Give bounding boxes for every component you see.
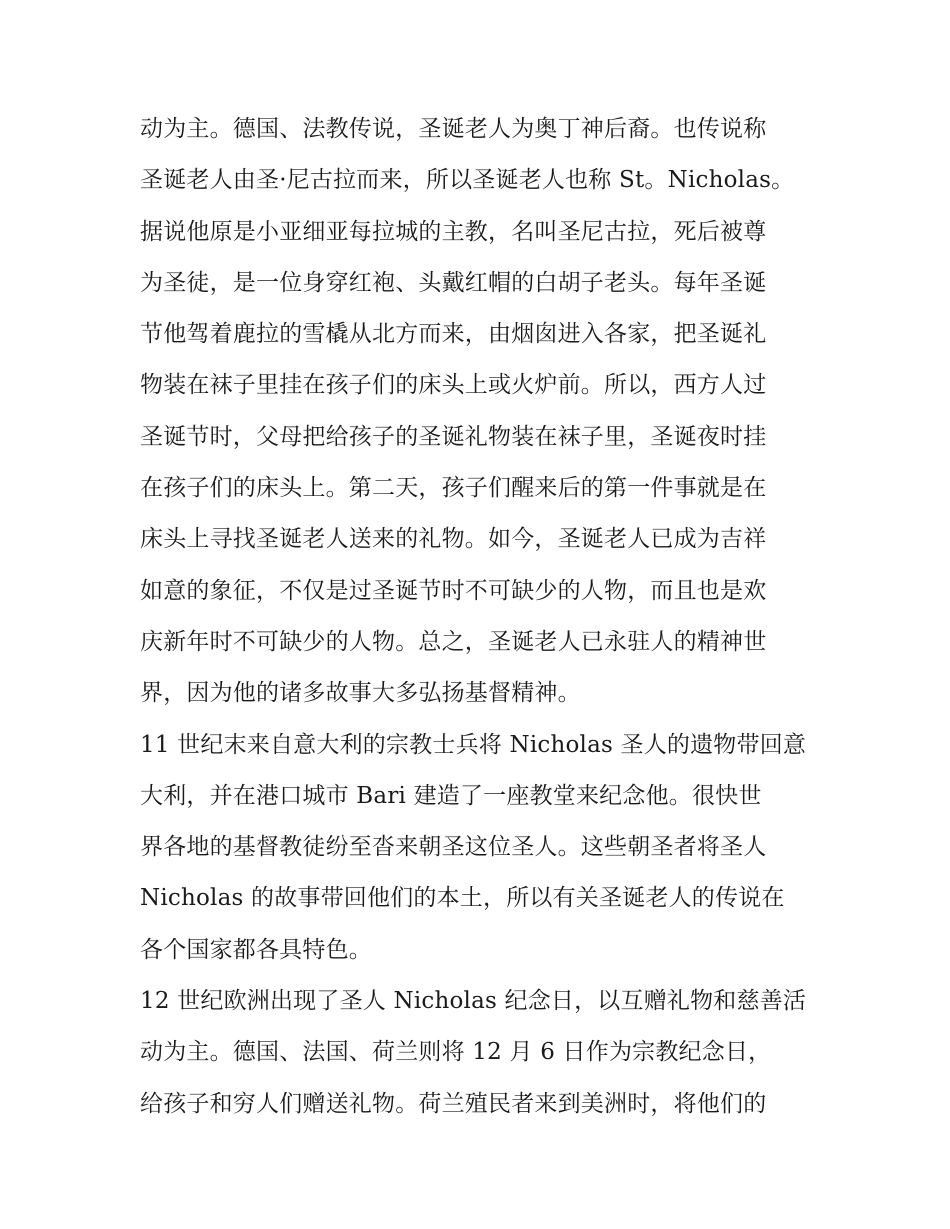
text-line: 11 世纪末来自意大利的宗教士兵将 Nicholas 圣人的遗物带回意 bbox=[140, 731, 807, 758]
text-line: 节他驾着鹿拉的雪橇从北方而来，由烟囱进入各家，把圣诞礼 bbox=[140, 321, 767, 348]
paragraph-11th-century bbox=[140, 720, 820, 976]
text-line: 为圣徒，是一位身穿红袍、头戴红帽的白胡子老头。每年圣诞 bbox=[140, 269, 767, 296]
text-line: 动为主。德国、法国、荷兰则将 12 月 6 日作为宗教纪念日， bbox=[140, 1039, 772, 1066]
text-line: 如意的象征，不仅是过圣诞节时不可缺少的人物，而且也是欢 bbox=[140, 577, 767, 604]
text-line: 动为主。德国、法教传说，圣诞老人为奥丁神后裔。也传说称 bbox=[140, 116, 767, 142]
text-line: 据说他原是小亚细亚每拉城的主教，名叫圣尼古拉，死后被尊 bbox=[140, 218, 767, 245]
text-line: 庆新年时不可缺少的人物。总之，圣诞老人已永驻人的精神世 bbox=[140, 628, 767, 655]
text-line: 床头上寻找圣诞老人送来的礼物。如今，圣诞老人已成为吉祥 bbox=[140, 526, 767, 553]
text-line: 大利，并在港口城市 Bari 建造了一座教堂来纪念他。很快世 bbox=[140, 782, 762, 809]
text-line: 在孩子们的床头上。第二天，孩子们醒来后的第一件事就是在 bbox=[140, 475, 767, 502]
text-line: 界各地的基督教徒纷至沓来朝圣这位圣人。这些朝圣者将圣人 bbox=[140, 834, 767, 861]
text-line: 物装在袜子里挂在孩子们的床头上或火炉前。所以，西方人过 bbox=[140, 372, 767, 399]
text-line: 圣诞节时，父母把给孩子的圣诞礼物装在袜子里，圣诞夜时挂 bbox=[140, 423, 767, 450]
text-line: 给孩子和穷人们赠送礼物。荷兰殖民者来到美洲时，将他们的 bbox=[140, 1090, 767, 1117]
text-line: 圣诞老人由圣·尼古拉而来，所以圣诞老人也称 St。Nicholas。 bbox=[140, 167, 795, 194]
paragraph-12th-century bbox=[140, 976, 820, 1130]
text-line: 界，因为他的诸多故事大多弘扬基督精神。 bbox=[140, 680, 581, 707]
text-line: Nicholas 的故事带回他们的本土，所以有关圣诞老人的传说在 bbox=[140, 885, 785, 912]
document-body bbox=[140, 104, 820, 1130]
text-line: 12 世纪欧洲出现了圣人 Nicholas 纪念日，以互赠礼物和慈善活 bbox=[140, 988, 807, 1015]
paragraph-santa-origins bbox=[140, 104, 820, 720]
text-line: 各个国家都各具特色。 bbox=[140, 936, 372, 963]
